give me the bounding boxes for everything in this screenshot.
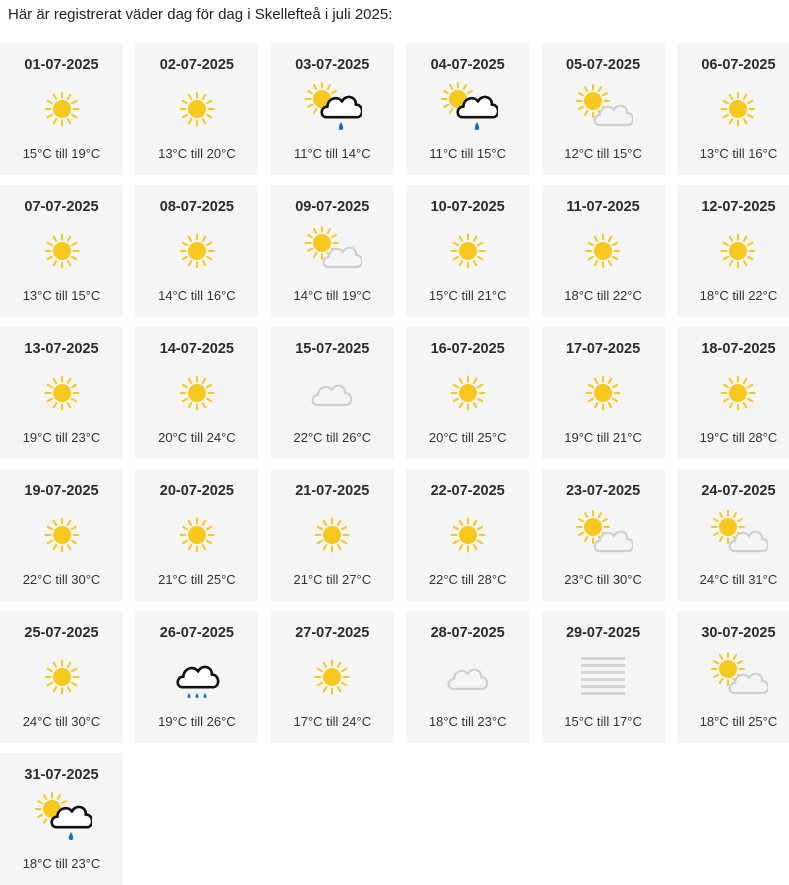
sun-icon bbox=[708, 223, 768, 279]
temperature-range: 19°C till 21°C bbox=[564, 430, 642, 445]
temperature-range: 17°C till 24°C bbox=[293, 714, 372, 729]
day-card bbox=[0, 753, 123, 885]
temperature-range: 15°C till 19°C bbox=[22, 146, 101, 161]
day-card bbox=[542, 611, 665, 743]
temperature-range: 24°C till 31°C bbox=[699, 572, 778, 587]
day-date: 31-07-2025 bbox=[24, 767, 99, 783]
temperature-range: 20°C till 24°C bbox=[158, 430, 236, 445]
day-card bbox=[271, 185, 394, 317]
day-date: 25-07-2025 bbox=[24, 625, 99, 641]
sun-icon bbox=[573, 223, 633, 279]
temperature-range: 18°C till 25°C bbox=[699, 714, 778, 729]
day-date: 01-07-2025 bbox=[24, 57, 99, 73]
day-date: 10-07-2025 bbox=[430, 199, 505, 215]
temperature-range: 12°C till 15°C bbox=[564, 146, 642, 161]
day-date: 05-07-2025 bbox=[565, 57, 641, 73]
temperature-range: 15°C till 21°C bbox=[428, 288, 507, 303]
sun-icon bbox=[167, 81, 227, 137]
sun-icon bbox=[167, 507, 227, 563]
day-card bbox=[135, 611, 258, 743]
day-card bbox=[542, 469, 665, 601]
cloud-rain-icon bbox=[167, 649, 227, 705]
day-card bbox=[271, 43, 394, 175]
partly-cloudy-icon bbox=[302, 223, 362, 279]
day-date: 22-07-2025 bbox=[430, 483, 505, 499]
temperature-range: 18°C till 23°C bbox=[22, 856, 101, 871]
day-date: 14-07-2025 bbox=[159, 341, 234, 357]
temperature-range: 18°C till 22°C bbox=[699, 288, 778, 303]
temperature-range: 11°C till 14°C bbox=[293, 146, 371, 161]
day-date: 21-07-2025 bbox=[295, 483, 370, 499]
day-card bbox=[677, 469, 789, 601]
day-date: 18-07-2025 bbox=[701, 341, 776, 357]
intro-text: Här är registrerat väder dag för dag i Skellefteå i juli 2025: bbox=[8, 6, 393, 23]
day-date: 24-07-2025 bbox=[701, 483, 776, 499]
day-card bbox=[677, 185, 789, 317]
day-card bbox=[135, 469, 258, 601]
partly-cloudy-icon bbox=[573, 507, 633, 563]
day-date: 06-07-2025 bbox=[701, 57, 776, 73]
sun-icon bbox=[573, 365, 633, 421]
temperature-range: 15°C till 17°C bbox=[564, 714, 642, 729]
temperature-range: 21°C till 25°C bbox=[158, 572, 236, 587]
day-date: 13-07-2025 bbox=[24, 341, 99, 357]
day-date: 28-07-2025 bbox=[430, 625, 505, 641]
day-date: 27-07-2025 bbox=[295, 625, 370, 641]
day-date: 03-07-2025 bbox=[295, 57, 370, 73]
day-card bbox=[406, 327, 529, 459]
fog-icon bbox=[573, 649, 633, 705]
temperature-range: 23°C till 30°C bbox=[564, 572, 642, 587]
day-date: 11-07-2025 bbox=[566, 199, 640, 215]
day-card bbox=[271, 469, 394, 601]
partly-cloudy-icon bbox=[708, 507, 768, 563]
day-card bbox=[406, 611, 529, 743]
sun-icon bbox=[302, 507, 362, 563]
sun-icon bbox=[32, 81, 92, 137]
day-date: 29-07-2025 bbox=[565, 625, 641, 641]
day-card bbox=[406, 469, 529, 601]
day-card bbox=[677, 327, 789, 459]
sun-cloud-rain-icon bbox=[302, 81, 362, 137]
day-card bbox=[135, 185, 258, 317]
day-card bbox=[677, 611, 789, 743]
sun-icon bbox=[167, 365, 227, 421]
sun-icon bbox=[438, 507, 498, 563]
sun-icon bbox=[167, 223, 227, 279]
day-card bbox=[406, 185, 529, 317]
day-date: 20-07-2025 bbox=[159, 483, 234, 499]
day-card bbox=[135, 327, 258, 459]
temperature-range: 19°C till 28°C bbox=[699, 430, 778, 445]
day-card bbox=[542, 43, 665, 175]
temperature-range: 14°C till 19°C bbox=[293, 288, 372, 303]
temperature-range: 18°C till 22°C bbox=[564, 288, 642, 303]
temperature-range: 13°C till 15°C bbox=[22, 288, 101, 303]
day-date: 07-07-2025 bbox=[24, 199, 99, 215]
partly-cloudy-icon bbox=[708, 649, 768, 705]
day-card bbox=[271, 327, 394, 459]
day-card bbox=[0, 327, 123, 459]
day-date: 15-07-2025 bbox=[295, 341, 370, 357]
sun-icon bbox=[32, 507, 92, 563]
sun-icon bbox=[32, 223, 92, 279]
sun-icon bbox=[708, 81, 768, 137]
day-card bbox=[677, 43, 789, 175]
sun-icon bbox=[32, 365, 92, 421]
temperature-range: 18°C till 23°C bbox=[428, 714, 507, 729]
temperature-range: 20°C till 25°C bbox=[428, 430, 507, 445]
temperature-range: 14°C till 16°C bbox=[158, 288, 236, 303]
cloud-icon bbox=[302, 365, 362, 421]
temperature-range: 22°C till 30°C bbox=[22, 572, 101, 587]
day-card bbox=[406, 43, 529, 175]
day-card bbox=[542, 185, 665, 317]
day-card bbox=[271, 611, 394, 743]
temperature-range: 24°C till 30°C bbox=[22, 714, 101, 729]
temperature-range: 22°C till 26°C bbox=[293, 430, 372, 445]
day-date: 17-07-2025 bbox=[565, 341, 641, 357]
temperature-range: 21°C till 27°C bbox=[293, 572, 372, 587]
day-card bbox=[135, 43, 258, 175]
day-date: 19-07-2025 bbox=[24, 483, 99, 499]
day-date: 26-07-2025 bbox=[159, 625, 234, 641]
day-date: 16-07-2025 bbox=[430, 341, 505, 357]
day-card bbox=[542, 327, 665, 459]
sun-icon bbox=[302, 649, 362, 705]
day-card bbox=[0, 469, 123, 601]
sun-icon bbox=[32, 649, 92, 705]
day-card bbox=[0, 611, 123, 743]
temperature-range: 13°C till 16°C bbox=[699, 146, 778, 161]
sun-cloud-rain-icon bbox=[32, 791, 92, 847]
day-date: 08-07-2025 bbox=[159, 199, 234, 215]
day-date: 23-07-2025 bbox=[565, 483, 641, 499]
day-card bbox=[0, 185, 123, 317]
day-date: 30-07-2025 bbox=[701, 625, 776, 641]
weather-calendar-grid bbox=[0, 43, 789, 885]
day-date: 12-07-2025 bbox=[701, 199, 776, 215]
temperature-range: 19°C till 23°C bbox=[22, 430, 101, 445]
partly-cloudy-icon bbox=[573, 81, 633, 137]
sun-icon bbox=[438, 223, 498, 279]
temperature-range: 22°C till 28°C bbox=[428, 572, 507, 587]
sun-icon bbox=[438, 365, 498, 421]
day-date: 02-07-2025 bbox=[159, 57, 234, 73]
day-card bbox=[0, 43, 123, 175]
cloud-icon bbox=[438, 649, 498, 705]
sun-icon bbox=[708, 365, 768, 421]
day-date: 09-07-2025 bbox=[295, 199, 370, 215]
temperature-range: 13°C till 20°C bbox=[158, 146, 236, 161]
temperature-range: 11°C till 15°C bbox=[429, 146, 506, 161]
temperature-range: 19°C till 26°C bbox=[158, 714, 236, 729]
sun-cloud-rain-icon bbox=[438, 81, 498, 137]
day-date: 04-07-2025 bbox=[430, 57, 505, 73]
